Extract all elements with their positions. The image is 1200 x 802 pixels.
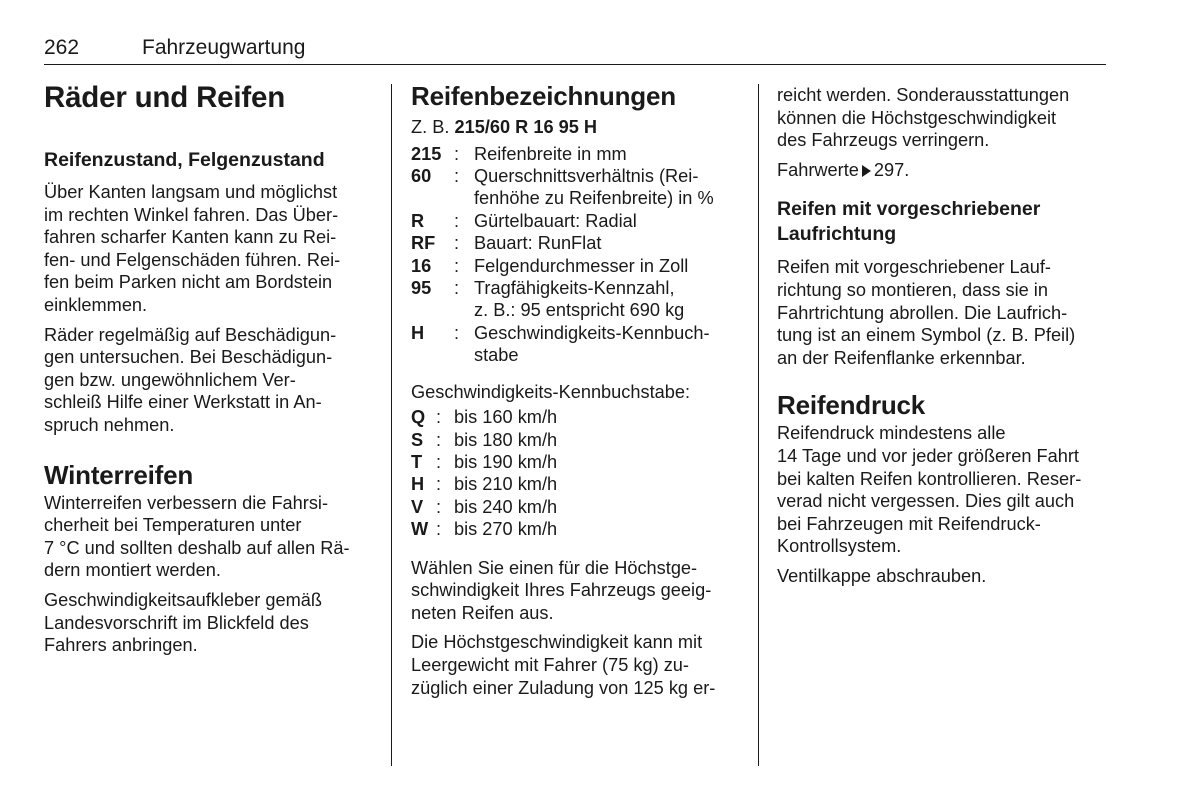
designation-key: H xyxy=(411,322,425,343)
page-header xyxy=(44,34,1106,64)
speed-value: bis 190 km/h xyxy=(454,452,558,473)
table-row xyxy=(411,232,714,254)
text-line: an der Reifenflanke erkennbar. xyxy=(777,347,1026,368)
speed-value: bis 180 km/h xyxy=(454,429,558,450)
separator: : xyxy=(454,255,460,276)
text-line: Wählen Sie einen für die Höchstge- xyxy=(411,557,698,578)
text-line: gen untersuchen. Bei Beschädigun- xyxy=(44,347,333,368)
designation-desc: Bauart: RunFlat xyxy=(474,233,602,254)
example-code: 215/60 R 16 95 H xyxy=(454,117,598,137)
reference-prefix: Fahrwerte xyxy=(777,159,859,180)
separator: : xyxy=(454,143,460,164)
table-row xyxy=(411,255,714,277)
table-row xyxy=(411,518,557,540)
page-number: 262 xyxy=(44,36,80,59)
winter-tyres-paragraph xyxy=(44,492,370,582)
text-line: Winterreifen verbessern die Fahrsi- xyxy=(44,492,329,513)
text-line: Die Höchstgeschwindigkeit kann mit xyxy=(411,632,703,653)
separator: : xyxy=(454,322,460,343)
separator: : xyxy=(436,452,442,473)
speed-sticker-paragraph xyxy=(44,589,370,657)
max-speed-paragraph xyxy=(411,631,741,699)
reference-line xyxy=(777,159,1107,182)
text-line: spruch nehmen. xyxy=(44,414,175,435)
separator: : xyxy=(454,166,460,186)
direction-tyres-heading xyxy=(777,197,1107,247)
text-line: stabe xyxy=(474,345,519,366)
reference-page-link[interactable]: 297. xyxy=(873,159,910,180)
tyre-pressure-paragraph xyxy=(777,422,1107,558)
table-row xyxy=(411,406,557,428)
designation-table xyxy=(411,143,714,367)
text-line: Kontrollsystem. xyxy=(777,536,902,557)
max-speed-continued xyxy=(777,84,1107,152)
separator: : xyxy=(436,407,442,428)
example-prefix: Z. B. xyxy=(411,117,450,137)
speed-value: bis 270 km/h xyxy=(454,519,558,540)
winter-tyres-heading: Winterreifen xyxy=(44,459,194,490)
header-divider xyxy=(44,64,1106,65)
text-line: Landesvorschrift im Blickfeld des xyxy=(44,612,309,633)
table-row xyxy=(411,429,557,451)
text-line: im rechten Winkel fahren. Das Über- xyxy=(44,204,339,225)
text-line: 7 °C und sollten deshalb auf allen Rä- xyxy=(44,537,350,558)
designation-key: RF xyxy=(411,233,436,254)
designation-desc: Reifenbreite in mm xyxy=(474,143,627,164)
designation-desc xyxy=(474,277,714,322)
speed-index-label: Geschwindigkeits-Kennbuchstabe: xyxy=(411,381,691,402)
column-1 xyxy=(44,80,370,664)
column-divider-2 xyxy=(758,84,759,766)
text-line: Leergewicht mit Fahrer (75 kg) zu- xyxy=(411,655,689,676)
speed-key: H xyxy=(411,474,425,495)
text-line: gen bzw. ungewöhnlichem Ver- xyxy=(44,369,296,390)
tyre-condition-heading: Reifenzustand, Felgenzustand xyxy=(44,149,325,171)
tyre-pressure-heading: Reifendruck xyxy=(777,390,926,421)
text-line: richtung so montieren, dass sie in xyxy=(777,279,1048,300)
table-row xyxy=(411,143,714,165)
column-divider-1 xyxy=(391,84,392,766)
text-line: fen- und Felgenschäden führen. Rei- xyxy=(44,249,341,270)
text-line: neten Reifen aus. xyxy=(411,602,554,623)
text-line: cherheit bei Temperaturen unter xyxy=(44,515,302,536)
text-line: züglich einer Zuladung von 125 kg er- xyxy=(411,677,716,698)
separator: : xyxy=(454,210,460,231)
text-line: Fahrtrichtung abrollen. Die Laufrich- xyxy=(777,302,1068,323)
text-line: bei Fahrzeugen mit Reifendruck- xyxy=(777,513,1041,534)
separator: : xyxy=(436,496,442,517)
separator: : xyxy=(454,233,460,254)
text-line: Laufrichtung xyxy=(777,223,897,246)
speed-value: bis 240 km/h xyxy=(454,496,558,517)
text-line: Reifen mit vorgeschriebener Lauf- xyxy=(777,257,1051,278)
designation-desc: Gürtelbauart: Radial xyxy=(474,210,637,231)
text-line: Reifendruck mindestens alle xyxy=(777,423,1006,444)
text-line: können die Höchstgeschwindigkeit xyxy=(777,107,1057,128)
text-line: reicht werden. Sonderausstattungen xyxy=(777,85,1070,105)
text-line: Reifen mit vorgeschriebener xyxy=(777,198,1041,221)
table-row xyxy=(411,473,557,495)
separator: : xyxy=(436,519,442,540)
speed-key: T xyxy=(411,452,423,473)
inspection-paragraph xyxy=(44,324,370,437)
text-line: Über Kanten langsam und möglichst xyxy=(44,182,338,202)
separator: : xyxy=(436,429,442,450)
text-line: schwindigkeit Ihres Fahrzeugs geeig- xyxy=(411,580,712,601)
text-line: Fahrers anbringen. xyxy=(44,635,198,656)
speed-value: bis 160 km/h xyxy=(454,407,558,428)
text-line: tung ist an einem Symbol (z. B. Pfeil) xyxy=(777,325,1076,346)
speed-key: W xyxy=(411,519,429,540)
table-row xyxy=(411,451,557,473)
text-line: verad nicht vergessen. Dies gilt auch xyxy=(777,491,1075,512)
designation-desc xyxy=(474,322,714,367)
text-line: z. B.: 95 entspricht 690 kg xyxy=(474,300,685,321)
speed-index-table xyxy=(411,406,557,540)
column-3 xyxy=(777,84,1107,595)
section-title: Fahrzeugwartung xyxy=(142,36,306,59)
designation-desc xyxy=(474,165,714,210)
text-line: dern montiert werden. xyxy=(44,560,221,581)
text-line: fenhöhe zu Reifenbreite) in % xyxy=(474,188,714,209)
text-line: fen beim Parken nicht am Bordstein xyxy=(44,272,333,293)
table-row xyxy=(411,322,714,367)
designation-key: R xyxy=(411,210,425,231)
tyre-condition-paragraph xyxy=(44,181,370,317)
choose-tyre-paragraph xyxy=(411,557,741,625)
text-line: des Fahrzeugs verringern. xyxy=(777,130,990,151)
text-line: Tragfähigkeits-Kennzahl, xyxy=(474,278,675,299)
designation-key: 16 xyxy=(411,255,432,276)
tyre-designation-heading: Reifenbezeichnungen xyxy=(411,81,676,111)
text-line: Geschwindigkeits-Kennbuch- xyxy=(474,322,710,343)
text-line: Geschwindigkeitsaufkleber gemäß xyxy=(44,589,322,610)
text-line: 14 Tage und vor jeder größeren Fahrt xyxy=(777,445,1079,466)
designation-key: 60 xyxy=(411,166,432,186)
text-line: einklemmen. xyxy=(44,294,148,315)
speed-key: Q xyxy=(411,407,426,428)
direction-tyres-paragraph xyxy=(777,256,1107,369)
designation-desc: Felgendurchmesser in Zoll xyxy=(474,255,689,276)
column-2 xyxy=(411,80,741,706)
text-line: Räder regelmäßig auf Beschädigun- xyxy=(44,324,337,345)
separator: : xyxy=(436,474,442,495)
separator: : xyxy=(454,278,460,299)
designation-key: 215 xyxy=(411,143,442,164)
page-reference-arrow-icon xyxy=(862,165,871,177)
speed-key: V xyxy=(411,496,424,517)
speed-value: bis 210 km/h xyxy=(454,474,558,495)
text-line: schleiß Hilfe einer Werkstatt in An- xyxy=(44,392,322,413)
table-row xyxy=(411,165,714,210)
text-line: Querschnittsverhältnis (Rei- xyxy=(474,166,699,186)
page-title: Räder und Reifen xyxy=(44,81,286,114)
speed-key: S xyxy=(411,429,424,450)
table-row xyxy=(411,277,714,322)
table-row xyxy=(411,210,714,232)
example-line xyxy=(411,116,741,139)
valve-cap-paragraph: Ventilkappe abschrauben. xyxy=(777,565,987,586)
designation-key: 95 xyxy=(411,278,432,299)
table-row xyxy=(411,496,557,518)
text-line: fahren scharfer Kanten kann zu Rei- xyxy=(44,227,337,248)
text-line: bei kalten Reifen kontrollieren. Reser- xyxy=(777,468,1082,489)
